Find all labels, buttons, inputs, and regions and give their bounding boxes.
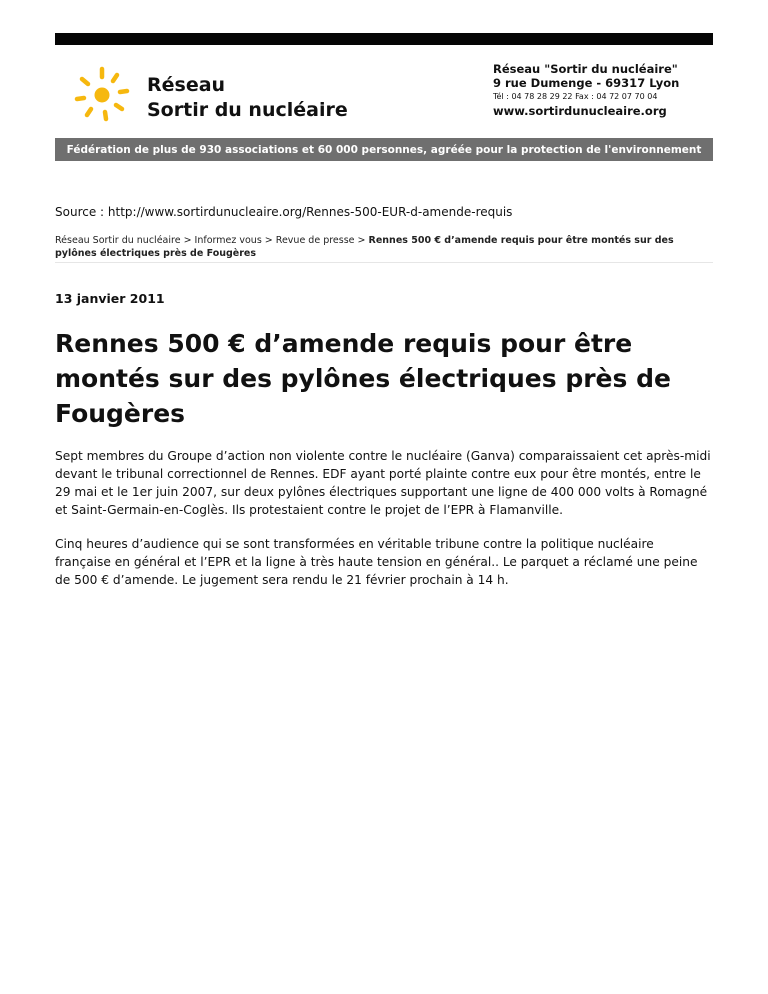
sun-icon xyxy=(73,65,131,123)
contact-phone: Tél : 04 78 28 29 22 Fax : 04 72 07 70 04 xyxy=(493,92,658,101)
article-title: Rennes 500 € d’amende requis pour être montés sur des pylônes électriques près de Fougères xyxy=(55,329,671,428)
breadcrumb-informez-vous[interactable]: Informez vous xyxy=(194,235,262,246)
org-name-line1: Réseau xyxy=(147,74,226,96)
federation-banner: Fédération de plus de 930 associations et 60 000 personnes, agréée pour la protection de l'environnement xyxy=(55,138,713,161)
org-name-line2: Sortir du nucléaire xyxy=(147,99,348,121)
breadcrumb-revue-de-presse[interactable]: Revue de presse xyxy=(275,235,355,246)
source-line: Source : http://www.sortirdunucleaire.org/Rennes-500-EUR-d-amende-requis xyxy=(55,205,513,219)
contact-block xyxy=(493,62,707,118)
document-page xyxy=(55,33,713,589)
contact-website: www.sortirdunucleaire.org xyxy=(493,104,667,118)
article-date: 13 janvier 2011 xyxy=(55,291,165,306)
breadcrumb-current: Rennes 500 € d’amende requis pour être montés sur des pylônes électriques près de Fougères xyxy=(55,235,674,259)
contact-address: 9 rue Dumenge - 69317 Lyon xyxy=(493,76,680,90)
breadcrumb-home[interactable]: Réseau Sortir du nucléaire xyxy=(55,235,181,246)
breadcrumb-separator: > xyxy=(261,235,276,246)
breadcrumb-separator: > xyxy=(180,235,195,246)
article-paragraph-2: Cinq heures d’audience qui se sont transformées en véritable tribune contre la politique nucléaire française en général et l’EPR et la ligne à très haute tension en général.. Le parquet a réclamé une peine de 500 € d’amende. Le jugement sera rendu le 21 février prochain à 14 h. xyxy=(55,537,698,587)
top-black-bar xyxy=(55,33,713,45)
letterhead xyxy=(55,45,713,125)
breadcrumb xyxy=(55,234,713,263)
breadcrumb-separator: > xyxy=(354,235,369,246)
article-paragraph-1: Sept membres du Groupe d’action non violente contre le nucléaire (Ganva) comparaissaient cet après-midi devant le tribunal correctionnel de Rennes. EDF ayant porté plainte contre eux pour être montés, entre le 29 mai et le 1er juin 2007, sur deux pylônes électriques supportant une ligne de 400 000 volts à Romagné et Saint-Germain-en-Coglès. Ils protestaient contre le projet de l’EPR à Flamanville. xyxy=(55,449,711,517)
contact-name: Réseau "Sortir du nucléaire" xyxy=(493,62,678,76)
organization-name xyxy=(147,73,348,123)
